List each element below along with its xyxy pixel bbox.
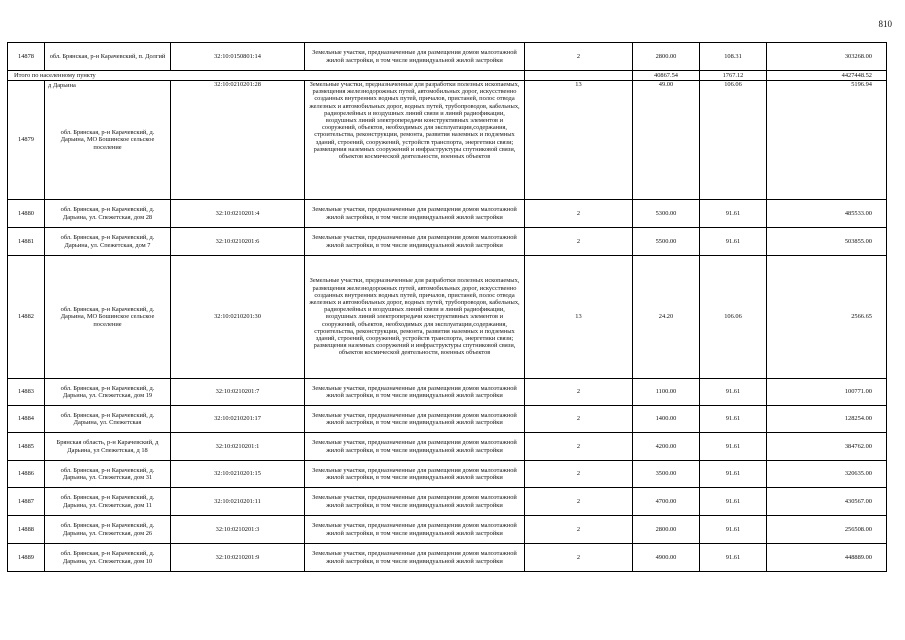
row-purpose: Земельные участки, предназначенные для размещения домов малоэтажной жилой застройки, в том числе индивидуальной жилой застройки xyxy=(305,544,525,572)
table-row xyxy=(8,256,887,379)
table-row xyxy=(8,488,887,516)
table-row xyxy=(8,228,887,256)
row-category: 2 xyxy=(525,406,633,433)
table-row xyxy=(8,516,887,544)
settlement-total-value: 4427448.52 xyxy=(767,71,887,81)
row-id: 14883 xyxy=(8,379,45,406)
land-cadastral-table xyxy=(7,42,887,572)
row-address: обл. Брянская, р-н Карачевский, д. Дарьина, МО Бошинское сельское поселение xyxy=(45,256,171,379)
row-id-text: 14879 xyxy=(18,136,34,144)
row-address: обл. Брянская, р-н Карачевский, д. Дарьина, ул. Спежетская xyxy=(45,406,171,433)
row-cadastral-value: 448889.00 xyxy=(767,544,887,572)
table-row xyxy=(8,544,887,572)
settlement-total-unit-price: 1767.12 xyxy=(700,71,767,81)
page-number: 810 xyxy=(878,19,892,29)
row-cadastral-number: 32:10:0210201:30 xyxy=(171,256,305,379)
row-cadastral-number: 32:10:0210201:15 xyxy=(171,461,305,488)
row-unit-price: 91.61 xyxy=(700,433,767,461)
row-id: 14885 xyxy=(8,433,45,461)
row-cadastral-value: 485533.00 xyxy=(767,200,887,228)
row-area: 24.20 xyxy=(633,256,700,379)
table-row xyxy=(8,433,887,461)
row-purpose: Земельные участки, предназначенные для размещения домов малоэтажной жилой застройки, в том числе индивидуальной жилой застройки xyxy=(305,516,525,544)
row-id: 14878 xyxy=(8,43,45,71)
settlement-total-row xyxy=(8,71,887,81)
row-address: обл. Брянская, р-н Карачевский, д. Дарьина, МО Бошинское сельское поселение xyxy=(45,81,171,200)
row-cadastral-value: 100771.00 xyxy=(767,379,887,406)
settlement-total-area: 40867.54 xyxy=(633,71,700,81)
row-unit-price: 106.06 xyxy=(700,256,767,379)
table-row xyxy=(8,43,887,71)
row-cadastral-number: 32:10:0210201:28 xyxy=(171,81,305,200)
row-cadastral-number: 32:10:0210201:9 xyxy=(171,544,305,572)
row-cadastral-number: 32:10:0150801:14 xyxy=(171,43,305,71)
row-cadastral-value: 2566.65 xyxy=(767,256,887,379)
row-category: 2 xyxy=(525,544,633,572)
row-category: 2 xyxy=(525,461,633,488)
row-category: 13 xyxy=(525,81,633,200)
row-cadastral-number: 32:10:0210201:17 xyxy=(171,406,305,433)
table-row xyxy=(8,461,887,488)
row-area: 3500.00 xyxy=(633,461,700,488)
row-address: обл. Брянская, р-н Карачевский, д. Дарьина, ул. Спежетская, дом 7 xyxy=(45,228,171,256)
row-purpose: Земельные участки, предназначенные для размещения домов малоэтажной жилой застройки, в том числе индивидуальной жилой застройки xyxy=(305,228,525,256)
row-category: 2 xyxy=(525,433,633,461)
row-address: обл. Брянская, р-н Карачевский, д. Дарьина, ул. Спежетская, дом 28 xyxy=(45,200,171,228)
row-unit-price: 91.61 xyxy=(700,228,767,256)
row-cadastral-value: 320635.00 xyxy=(767,461,887,488)
row-purpose: Земельные участки, предназначенные для размещения домов малоэтажной жилой застройки, в том числе индивидуальной жилой застройки xyxy=(305,488,525,516)
row-area: 5300.00 xyxy=(633,200,700,228)
row-id: 14888 xyxy=(8,516,45,544)
row-address: обл. Брянская, р-н Карачевский, д. Дарьина, ул. Спежетская, дом 31 xyxy=(45,461,171,488)
row-cadastral-number: 32:10:0210201:7 xyxy=(171,379,305,406)
row-address: обл. Брянская, р-н Карачевский, п. Долгий xyxy=(45,43,171,71)
row-category: 2 xyxy=(525,516,633,544)
table-row xyxy=(8,406,887,433)
row-id: 14882 xyxy=(8,256,45,379)
row-cadastral-number: 32:10:0210201:4 xyxy=(171,200,305,228)
row-purpose: Земельные участки, предназначенные для размещения домов малоэтажной жилой застройки, в том числе индивидуальной жилой застройки xyxy=(305,43,525,71)
row-cadastral-number: 32:10:0210201:6 xyxy=(171,228,305,256)
row-unit-price: 91.61 xyxy=(700,516,767,544)
row-unit-price: 91.61 xyxy=(700,200,767,228)
row-address: обл. Брянская, р-н Карачевский, д. Дарьина, ул. Спежетская, дом 10 xyxy=(45,544,171,572)
row-address: обл. Брянская, р-н Карачевский, д. Дарьина, ул. Спежетская, дом 26 xyxy=(45,516,171,544)
row-cadastral-number: 32:10:0210201:3 xyxy=(171,516,305,544)
row-purpose: Земельные участки, предназначенные для разработки полезных ископаемых, размещения железнодорожных путей, автомобильных дорог, искусственно созданных внутренних водных путей, причалов, пристаней, полос отвода железных и автомобильных дорог, водных путей, трубопроводов, кабельных, радиорелейных и воздушных линий связи и линий радиофикации, воздушных линий электропередачи конструктивных элементов и сооружений, объектов, необходимых для эксплуатации,содержания, строительства, реконструкции, ремонта, развития наземных и подземных зданий, строений, сооружений, устройств транспорта, энергетики связи; размещения наземных сооружений и инфраструктуры спутниковой связи, объектов космической деятельности, военных объектов xyxy=(305,81,525,200)
row-id: 14886 xyxy=(8,461,45,488)
row-category: 2 xyxy=(525,379,633,406)
row-id: 14887 xyxy=(8,488,45,516)
row-area: 1400.00 xyxy=(633,406,700,433)
row-id xyxy=(8,81,76,200)
row-unit-price: 91.61 xyxy=(700,406,767,433)
row-cadastral-number: 32:10:0210201:1 xyxy=(171,433,305,461)
row-purpose: Земельные участки, предназначенные для разработки полезных ископаемых, размещения железнодорожных путей, автомобильных дорог, искусственно созданных внутренних водных путей, причалов, пристаней, полос отвода железных и автомобильных дорог, водных путей, трубопроводов, кабельных, радиорелейных и воздушных линий связи и линий радиофикации, воздушных линий электропередачи конструктивных элементов и сооружений, объектов, необходимых для эксплуатации,содержания, строительства, реконструкции, ремонта, развития наземных и подземных зданий, строений, сооружений, устройств транспорта, энергетики связи; размещения наземных сооружений и инфраструктуры спутниковой связи, объектов космической деятельности, военных объектов xyxy=(305,256,525,379)
row-address: обл. Брянская, р-н Карачевский, д. Дарьина, ул. Спежетская, дом 19 xyxy=(45,379,171,406)
row-id: 14880 xyxy=(8,200,45,228)
table-row xyxy=(8,379,887,406)
table-row xyxy=(8,81,887,200)
row-purpose: Земельные участки, предназначенные для размещения домов малоэтажной жилой застройки, в том числе индивидуальной жилой застройки xyxy=(305,433,525,461)
row-area: 1100.00 xyxy=(633,379,700,406)
row-unit-price: 91.61 xyxy=(700,461,767,488)
row-cadastral-value: 5196.94 xyxy=(767,81,887,200)
row-purpose: Земельные участки, предназначенные для размещения домов малоэтажной жилой застройки, в том числе индивидуальной жилой застройки xyxy=(305,406,525,433)
row-unit-price: 108.31 xyxy=(700,43,767,71)
row-area: 49.00 xyxy=(633,81,700,200)
row-area: 5500.00 xyxy=(633,228,700,256)
row-unit-price: 91.61 xyxy=(700,488,767,516)
row-unit-price: 106.06 xyxy=(700,81,767,200)
settlement-total-empty xyxy=(525,71,633,81)
row-area: 2800.00 xyxy=(633,43,700,71)
row-area: 2800.00 xyxy=(633,516,700,544)
table-row xyxy=(8,200,887,228)
row-category: 2 xyxy=(525,228,633,256)
settlement-total-label: Итого по населенному пункту xyxy=(8,71,525,81)
row-cadastral-value: 384762.00 xyxy=(767,433,887,461)
row-category: 2 xyxy=(525,200,633,228)
row-cadastral-value: 303268.00 xyxy=(767,43,887,71)
row-area: 4700.00 xyxy=(633,488,700,516)
row-purpose: Земельные участки, предназначенные для размещения домов малоэтажной жилой застройки, в том числе индивидуальной жилой застройки xyxy=(305,379,525,406)
row-address: Брянская область, р-н Карачевский, д Дарьина, ул Спежетская, д 18 xyxy=(45,433,171,461)
row-category: 2 xyxy=(525,43,633,71)
row-purpose: Земельные участки, предназначенные для размещения домов малоэтажной жилой застройки, в том числе индивидуальной жилой застройки xyxy=(305,461,525,488)
row-unit-price: 91.61 xyxy=(700,379,767,406)
row-cadastral-value: 256508.00 xyxy=(767,516,887,544)
row-cadastral-value: 503855.00 xyxy=(767,228,887,256)
row-category: 13 xyxy=(525,256,633,379)
row-cadastral-number: 32:10:0210201:11 xyxy=(171,488,305,516)
row-id: 14881 xyxy=(8,228,45,256)
row-area: 4200.00 xyxy=(633,433,700,461)
row-id: 14884 xyxy=(8,406,45,433)
row-category: 2 xyxy=(525,488,633,516)
row-cadastral-value: 430567.00 xyxy=(767,488,887,516)
row-area: 4900.00 xyxy=(633,544,700,572)
row-unit-price: 91.61 xyxy=(700,544,767,572)
locality-heading: д Дарьина xyxy=(48,82,76,89)
row-address: обл. Брянская, р-н Карачевский, д. Дарьина, ул. Спежетская, дом 11 xyxy=(45,488,171,516)
table-body xyxy=(8,43,887,572)
row-id: 14889 xyxy=(8,544,45,572)
row-cadastral-value: 128254.00 xyxy=(767,406,887,433)
row-purpose: Земельные участки, предназначенные для размещения домов малоэтажной жилой застройки, в том числе индивидуальной жилой застройки xyxy=(305,200,525,228)
